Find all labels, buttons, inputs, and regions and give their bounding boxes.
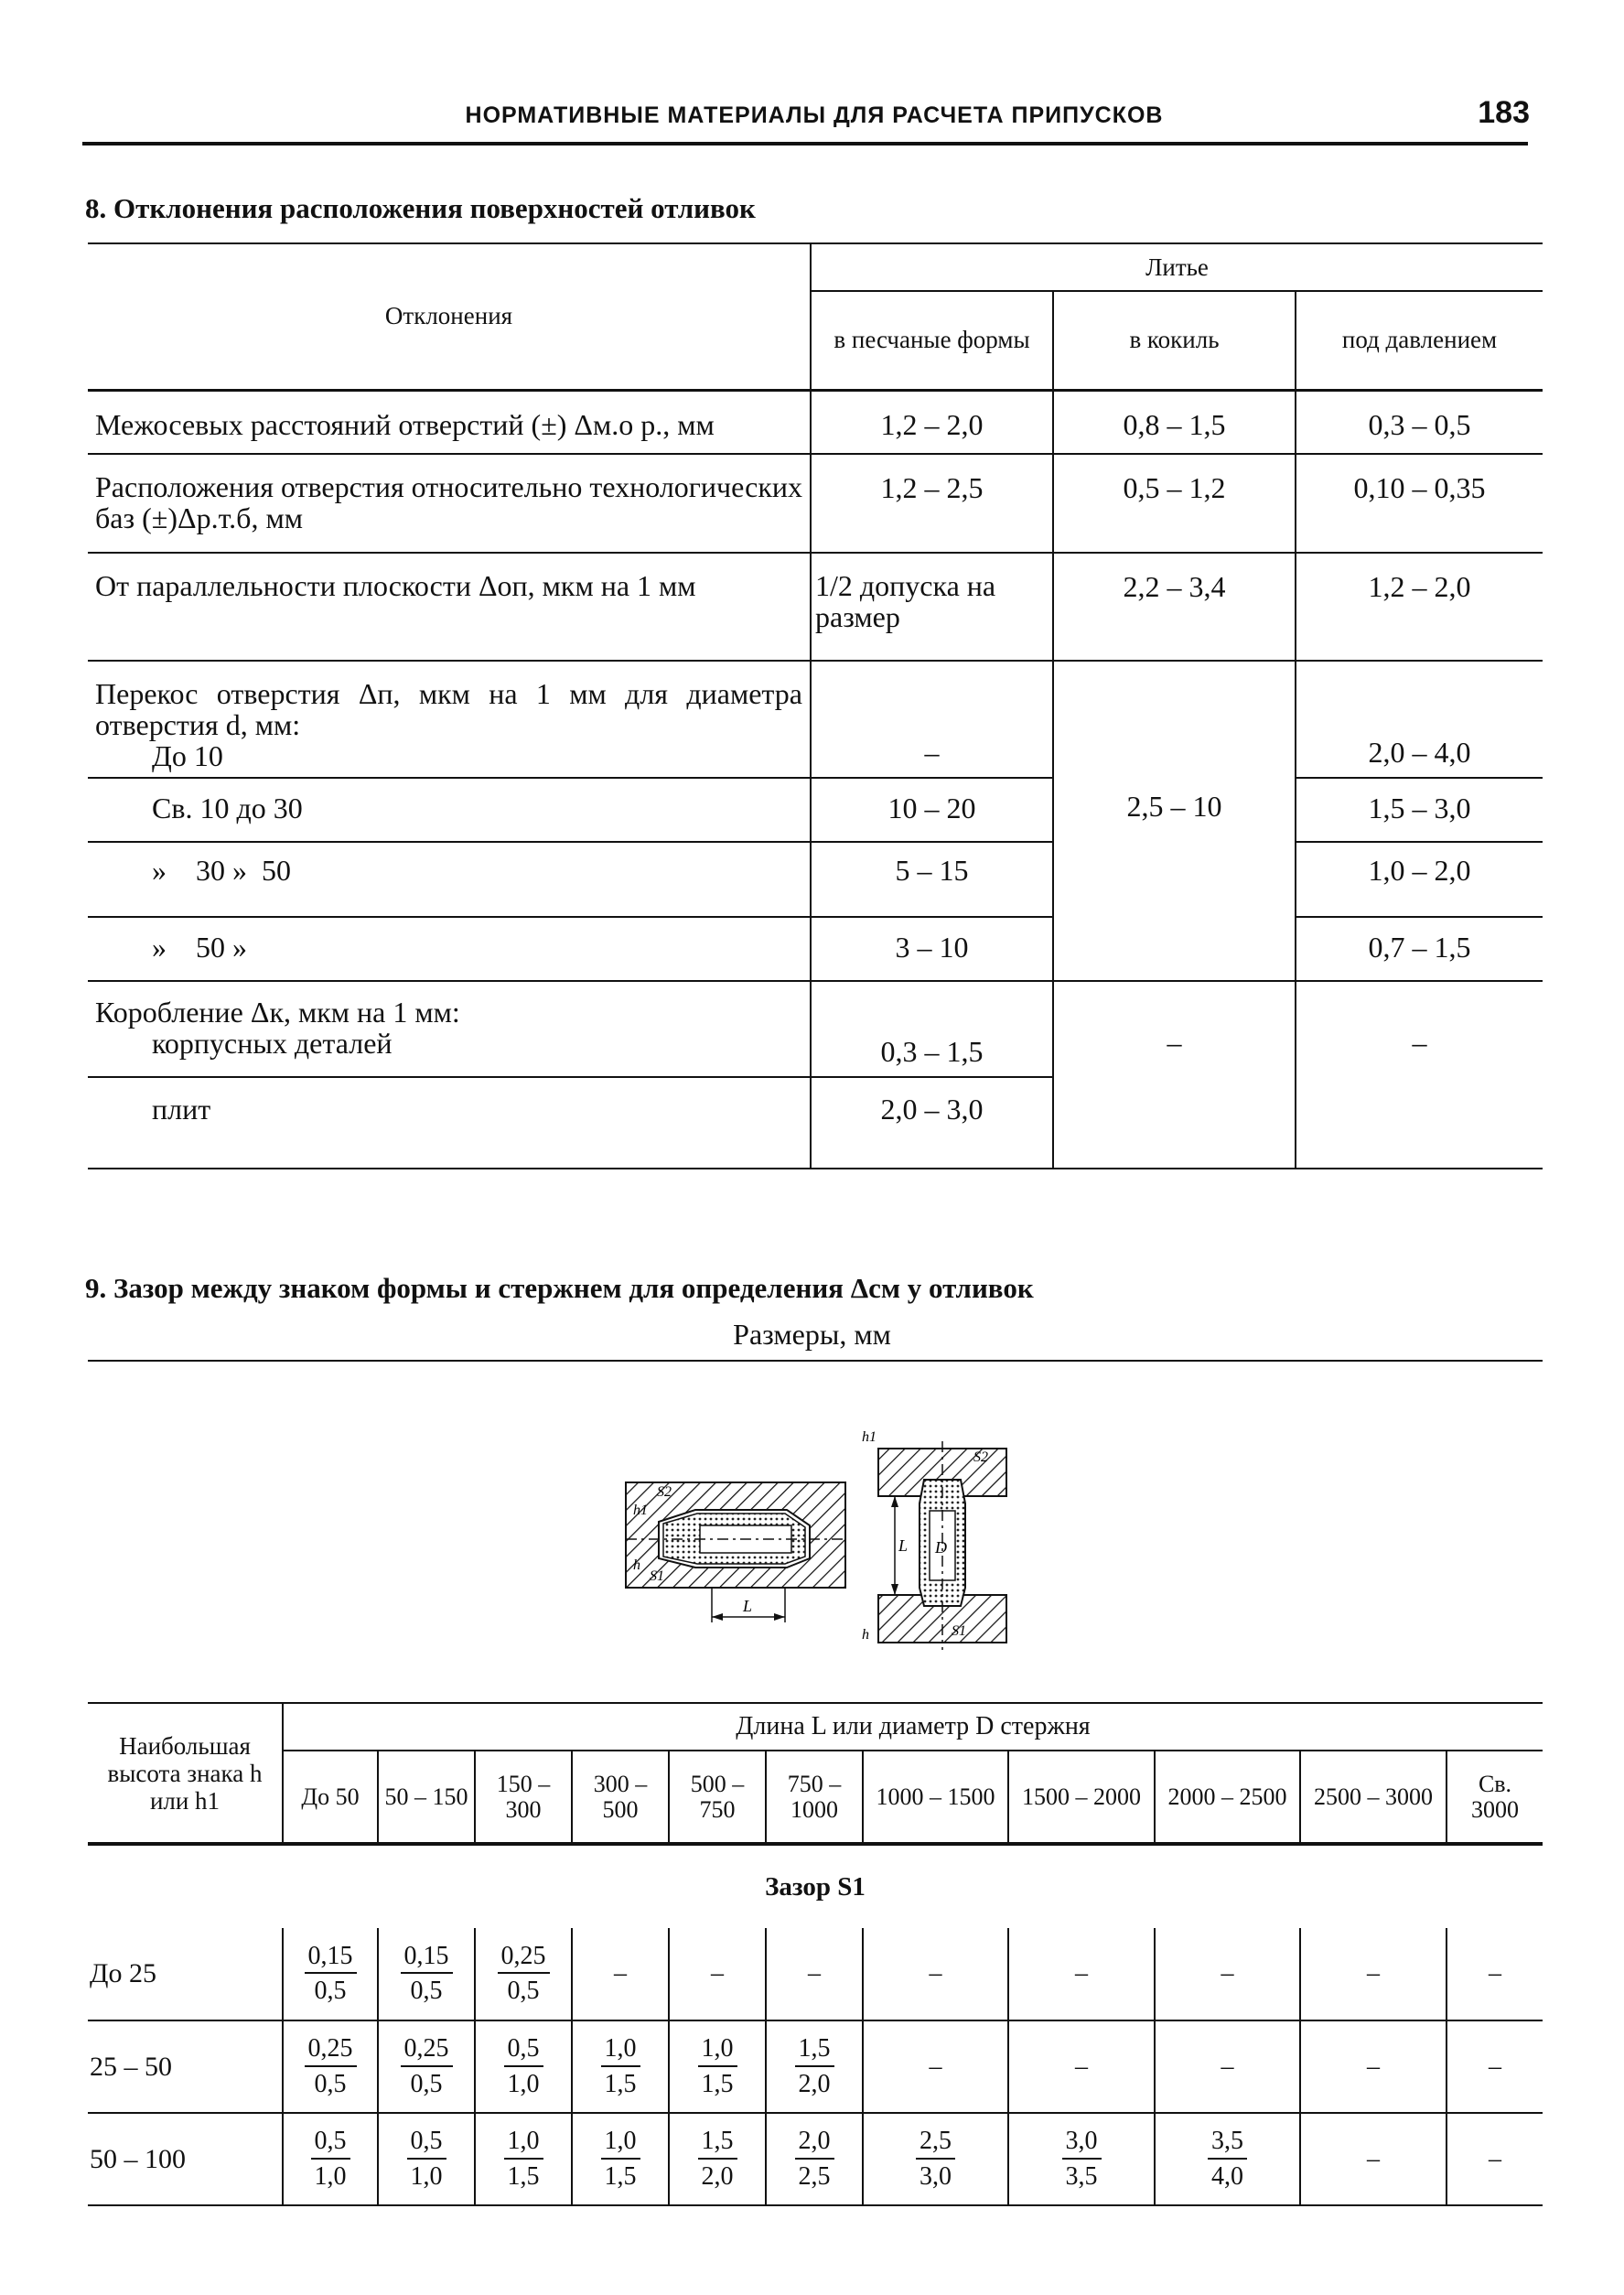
- table8: [88, 242, 1543, 1169]
- fraction-numerator: 1,0: [504, 2127, 543, 2159]
- table9-fraction: [601, 2034, 640, 2098]
- table8-cell: 1,2 – 2,5: [811, 454, 1053, 553]
- table8-col-group: Литье: [811, 243, 1543, 291]
- table8-row-label: Расположения отверстия относительно технологических баз (±)Δр.т.б, мм: [88, 454, 811, 553]
- page-number: 183: [1478, 95, 1530, 130]
- table9-fraction: [1208, 2127, 1247, 2191]
- fraction-numerator: 2,5: [916, 2127, 955, 2159]
- table8-cell: 10 – 20: [811, 778, 1053, 842]
- table9-section-title: Зазор S1: [88, 1844, 1543, 1928]
- table9-cell: –: [669, 1928, 766, 2020]
- table9-fraction: [1062, 2127, 1102, 2191]
- fraction-denominator: 0,5: [314, 1977, 347, 2006]
- table9-subtitle: Размеры, мм: [733, 1318, 891, 1351]
- table9-cell: [283, 1928, 378, 2020]
- label-s2-vertical: S2: [973, 1449, 988, 1465]
- table9-title: 9. Зазор между знаком формы и стержнем для определения Δсм у отливок: [85, 1272, 1034, 1304]
- table9-cell: [669, 2113, 766, 2205]
- table8-cell: –: [811, 661, 1053, 778]
- table9: [88, 1702, 1543, 2206]
- table8-cell: 3 – 10: [811, 917, 1053, 981]
- fraction-numerator: 1,5: [795, 2034, 834, 2066]
- table9-row-label: 50 – 100: [88, 2113, 283, 2205]
- table9-cell: [1155, 2113, 1300, 2205]
- fraction-denominator: 1,0: [314, 2161, 347, 2191]
- fraction-numerator: 3,5: [1208, 2127, 1247, 2159]
- table9-cell: [378, 2113, 475, 2205]
- table9-fraction: [401, 1942, 453, 2006]
- table9-cell: [283, 2113, 378, 2205]
- table9-fraction: [698, 2034, 737, 2098]
- fraction-denominator: 4,0: [1211, 2161, 1243, 2191]
- table9-row-label: 25 – 50: [88, 2020, 283, 2113]
- table9-col-header: 750 – 1000: [766, 1751, 863, 1844]
- fraction-denominator: 1,0: [507, 2069, 540, 2098]
- fraction-numerator: 2,0: [795, 2127, 834, 2159]
- table9-rule: [88, 1360, 1543, 1362]
- table9-cell: –: [1447, 1928, 1543, 2020]
- table8-title: 8. Отклонения расположения поверхностей отливок: [85, 192, 756, 224]
- table8-col-pressure: под давлением: [1296, 291, 1543, 390]
- fraction-denominator: 2,0: [798, 2069, 831, 2098]
- running-header: НОРМАТИВНЫЕ МАТЕРИАЛЫ ДЛЯ РАСЧЕТА ПРИПУСКОВ: [465, 102, 1164, 128]
- table9-col-header: Св. 3000: [1447, 1751, 1543, 1844]
- table9-fraction: [698, 2127, 737, 2191]
- label-h1: h1: [633, 1503, 648, 1518]
- table9-cell: [378, 2020, 475, 2113]
- table9-cell: [283, 2020, 378, 2113]
- fraction-numerator: 0,5: [407, 2127, 446, 2159]
- fraction-numerator: 0,25: [305, 2034, 357, 2066]
- table9-cell: –: [1447, 2020, 1543, 2113]
- table9-cell: –: [1447, 2113, 1543, 2205]
- table9-cell: –: [572, 1928, 669, 2020]
- table9-row-label: До 25: [90, 1958, 156, 1988]
- fraction-denominator: 0,5: [410, 1977, 443, 2006]
- table9-cell: –: [1155, 1928, 1300, 2020]
- table8-row-label: корпусных деталей: [152, 1027, 393, 1060]
- fraction-numerator: 3,0: [1062, 2127, 1102, 2159]
- fraction-denominator: 2,5: [798, 2161, 831, 2191]
- table8-col-deviation: Отклонения: [88, 243, 811, 390]
- table8-row-label: От параллельности плоскости Δоп, мкм на 1 мм: [88, 553, 811, 661]
- table8-row-label: До 10: [152, 739, 223, 772]
- label-l: L: [743, 1597, 753, 1615]
- fraction-numerator: 1,0: [698, 2034, 737, 2066]
- fraction-denominator: 1,5: [604, 2161, 637, 2191]
- table8-row-label: Межосевых расстояний отверстий (±) Δм.о р., мм: [88, 390, 811, 454]
- table9-col-header: 1000 – 1500: [863, 1751, 1008, 1844]
- table8-cell-merged: –: [1053, 981, 1296, 1169]
- table8-cell: 1,5 – 3,0: [1296, 778, 1543, 842]
- fraction-numerator: 0,5: [504, 2034, 543, 2066]
- fraction-numerator: 0,15: [401, 1942, 453, 1974]
- fraction-denominator: 1,0: [410, 2161, 443, 2191]
- table8-row-label: » 50 »: [88, 917, 811, 981]
- table9-cell: [572, 2020, 669, 2113]
- table9-fraction: [401, 2034, 453, 2098]
- table9-group-header: Длина L или диаметр D стержня: [283, 1703, 1543, 1751]
- table9-fraction: [504, 2127, 543, 2191]
- table9-cell: [475, 1928, 572, 2020]
- table8-cell: 1/2 допуска на размер: [811, 553, 1053, 661]
- table8-group-label: [88, 661, 811, 778]
- table8-row-label: » 30 » 50: [88, 842, 811, 917]
- table9-cell: [766, 2113, 863, 2205]
- table9-cell: –: [1300, 2020, 1447, 2113]
- table9-cell: [378, 1928, 475, 2020]
- table8-row-label: Св. 10 до 30: [88, 778, 811, 842]
- fraction-denominator: 1,5: [604, 2069, 637, 2098]
- table8-skew-label: Перекос отверстия Δп, мкм на 1 мм для диаметра отверстия d, мм:: [95, 677, 802, 741]
- table9-cell: –: [1008, 2020, 1155, 2113]
- table8-cell: 0,3 – 1,5: [811, 981, 1053, 1077]
- fraction-numerator: 0,25: [401, 2034, 453, 2066]
- table9-cell: –: [1300, 2113, 1447, 2205]
- table9-cell: –: [863, 2020, 1008, 2113]
- table8-cell: 0,8 – 1,5: [1053, 390, 1296, 454]
- table8-cell: 0,5 – 1,2: [1053, 454, 1296, 553]
- label-h: h: [633, 1557, 640, 1573]
- table9-cell: [1008, 2113, 1155, 2205]
- fraction-denominator: 3,0: [920, 2161, 952, 2191]
- table9-cell: –: [1300, 1928, 1447, 2020]
- fraction-denominator: 1,5: [701, 2069, 734, 2098]
- table9-col-header: 500 – 750: [669, 1751, 766, 1844]
- fraction-denominator: 0,5: [410, 2069, 443, 2098]
- table8-cell-merged: 2,5 – 10: [1053, 661, 1296, 981]
- table9-fraction: [498, 1942, 550, 2006]
- table9-fraction: [305, 1942, 357, 2006]
- table8-cell: 1,0 – 2,0: [1296, 842, 1543, 917]
- table9-col-header: До 50: [283, 1751, 378, 1844]
- fraction-denominator: 1,5: [507, 2161, 540, 2191]
- label-s2: S2: [657, 1484, 672, 1500]
- fraction-denominator: 0,5: [507, 1977, 540, 2006]
- table9-fraction: [795, 2127, 834, 2191]
- table8-group-label: [88, 981, 811, 1077]
- table9-fraction: [916, 2127, 955, 2191]
- table9-col-header: 150 – 300: [475, 1751, 572, 1844]
- table8-cell: 1,2 – 2,0: [1296, 553, 1543, 661]
- table9-cell: [669, 2020, 766, 2113]
- table9-row-header: Наибольшая высота знака h или h1: [88, 1703, 283, 1844]
- table9-fraction: [795, 2034, 834, 2098]
- table9-cell: [475, 2113, 572, 2205]
- table8-cell: 2,2 – 3,4: [1053, 553, 1296, 661]
- fraction-numerator: 1,5: [698, 2127, 737, 2159]
- vertical-core-view: [862, 1429, 1006, 1650]
- table9-col-header: 50 – 150: [378, 1751, 475, 1844]
- table9-fraction: [407, 2127, 446, 2191]
- table8-col-chill: в кокиль: [1053, 291, 1296, 390]
- fraction-denominator: 0,5: [314, 2069, 347, 2098]
- table9-fraction: [504, 2034, 543, 2098]
- table8-cell: 0,7 – 1,5: [1296, 917, 1543, 981]
- table8-cell-merged: –: [1296, 981, 1543, 1169]
- fraction-denominator: 3,5: [1065, 2161, 1098, 2191]
- table9-col-header: 300 – 500: [572, 1751, 669, 1844]
- table9-col-header: 2500 – 3000: [1300, 1751, 1447, 1844]
- label-h1-vertical: h1: [862, 1429, 877, 1445]
- fraction-numerator: 1,0: [601, 2034, 640, 2066]
- table9-cell: –: [863, 1928, 1008, 2020]
- table9-fraction: [601, 2127, 640, 2191]
- table9-cell: [863, 2113, 1008, 2205]
- label-s1-vertical: S1: [952, 1623, 966, 1639]
- table8-cell: 2,0 – 4,0: [1296, 661, 1543, 778]
- table9-fraction: [305, 2034, 357, 2098]
- table8-cell: 0,3 – 0,5: [1296, 390, 1543, 454]
- horizontal-core-view: [626, 1482, 845, 1622]
- label-h-vertical: h: [862, 1627, 869, 1643]
- fraction-numerator: 1,0: [601, 2127, 640, 2159]
- core-gap-diagram: [604, 1423, 1025, 1652]
- table8-cell: 2,0 – 3,0: [811, 1077, 1053, 1169]
- table8-cell: 0,10 – 0,35: [1296, 454, 1543, 553]
- table9-fraction: [311, 2127, 350, 2191]
- fraction-denominator: 2,0: [701, 2161, 734, 2191]
- table9-cell: [475, 2020, 572, 2113]
- table9-cell: –: [1155, 2020, 1300, 2113]
- table8-row-label: плит: [88, 1077, 811, 1169]
- table8-cell: 5 – 15: [811, 842, 1053, 917]
- table8-cell: 1,2 – 2,0: [811, 390, 1053, 454]
- table9-col-header: 2000 – 2500: [1155, 1751, 1300, 1844]
- fraction-numerator: 0,15: [305, 1942, 357, 1974]
- table8-warp-label: Коробление Δк, мкм на 1 мм:: [95, 996, 460, 1029]
- header-rule: [82, 142, 1528, 145]
- fraction-numerator: 0,25: [498, 1942, 550, 1974]
- fraction-numerator: 0,5: [311, 2127, 350, 2159]
- table9-cell: [572, 2113, 669, 2205]
- table9-col-header: 1500 – 2000: [1008, 1751, 1155, 1844]
- label-l-vertical: L: [898, 1536, 909, 1555]
- label-s1: S1: [650, 1568, 664, 1584]
- table9-cell: –: [766, 1928, 863, 2020]
- table9-cell: –: [1008, 1928, 1155, 2020]
- label-d: D: [935, 1538, 947, 1557]
- table8-col-sand: в песчаные формы: [811, 291, 1053, 390]
- table9-cell: [766, 2020, 863, 2113]
